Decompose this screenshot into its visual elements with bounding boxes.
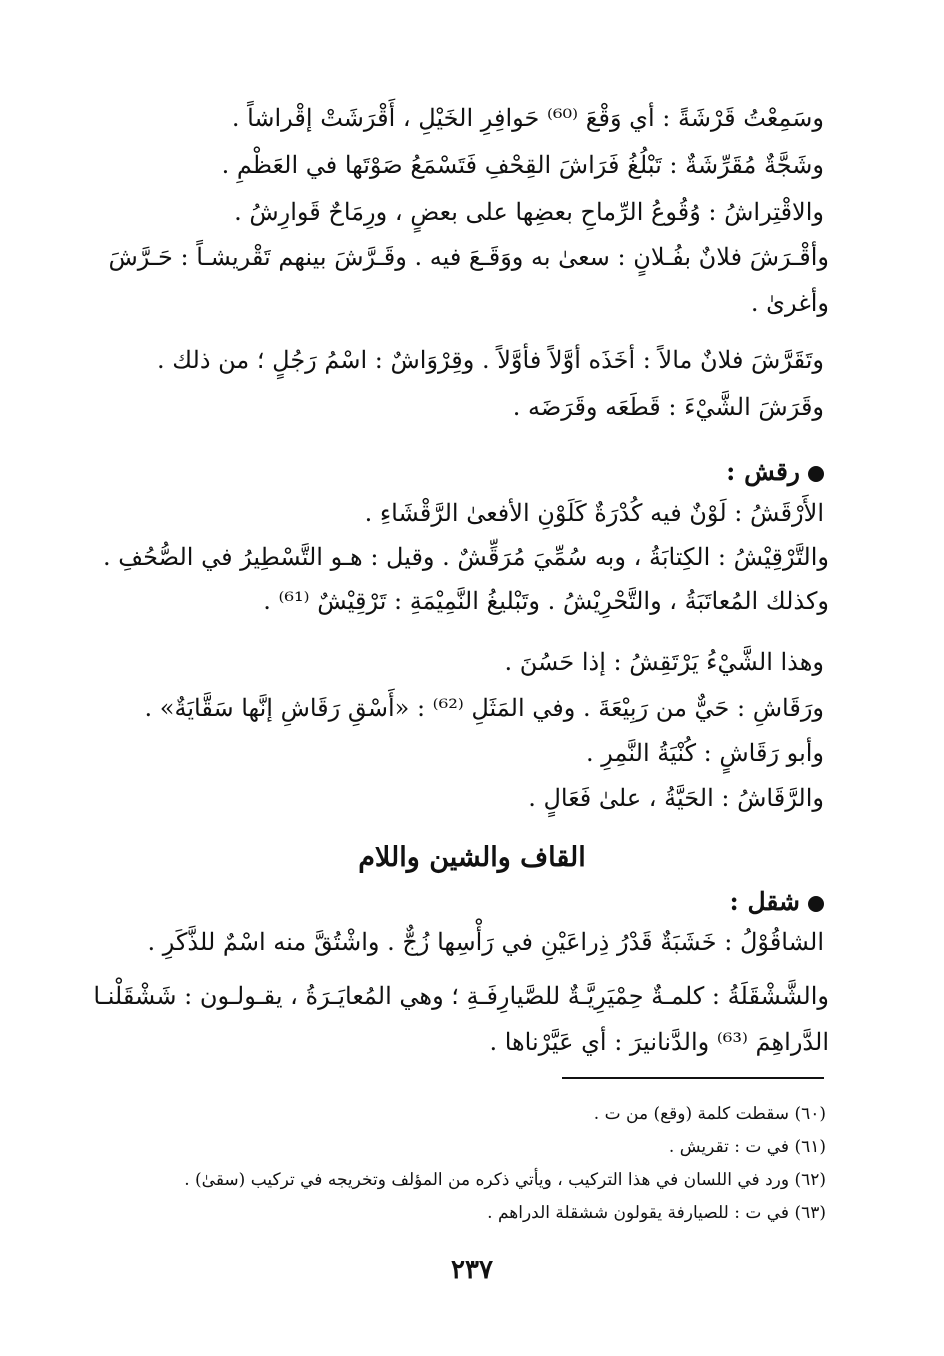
text-line: ورَقَاشِ : حَيٌّ من رَبِيْعَةَ . وفي المَثَلِ ⁽⁶²⁾ : «أَسْقِ رَقَاشِ إنَّها سَقَّايَةٌ» . [144,694,824,722]
footnote: (٦١) في ت : تقريش . [668,1137,826,1157]
text-line: وكذلك المُعاتَبَةُ ، والتَّحْرِيْشُ . وتَبْليغُ النَّمِيْمَةِ : تَرْقِيْشٌ ⁽⁶¹⁾ . [263,587,829,615]
entry-heading-raqsh [726,452,824,492]
text-line: والاقْتِراشُ : وُقُوعُ الرِّماحِ بعضِها على بعضٍ ، ورِمَاحٌ قَوارِشُ . [234,198,824,226]
text-line: وأغرىٰ . [750,289,829,317]
entry-heading-label: رقش : [726,457,800,486]
text-line: الأَرْقَشُ : لَوْنٌ فيه كُدْرَةٌ كَلَوْنِ الأفعىٰ الرَّقْشَاءِ . [364,499,824,527]
section-title: القاف والشين واللام [358,842,586,873]
footnote-separator [562,1077,824,1079]
footnote: (٦٠) سقطت كلمة (وقع) من ت . [593,1104,826,1124]
text-line: الشاقُوْلُ : خَشَبَةٌ قَدْرُ ذِراعَيْنِ في رَأْسِها زُجٌّ . واشْتُقَّ منه اسْمٌ للذَّكَرِ . [147,928,824,956]
footnote: (٦٣) في ت : للصيارفة يقولون ششقلة الدراهم . [487,1203,826,1223]
page-number: ٢٣٧ [451,1255,493,1285]
bullet-icon [808,896,824,912]
entry-heading-shaql [730,882,824,922]
text-line: والشَّشْقَلَةُ : كلمـةٌ حِمْيَرِيَّـةٌ للصَّيارِفَـةِ ؛ وهي المُعايَـرَةُ ، يقـولـون : شَشْقَلْنـا [93,982,829,1010]
text-line: والتَّرْقِيْشُ : الكِتابَةُ ، وبه سُمِّيَ مُرَقِّشٌ . وقيل : هـو التَّسْطِيرُ في الصُّحُفِ . [103,543,829,571]
footnote: (٦٢) ورد في اللسان في هذا التركيب ، ويأتي ذكره من المؤلف وتخريجه في تركيب (سقىٰ) . [184,1170,826,1190]
text-line: والرَّقَاشُ : الحَيَّةُ ، علىٰ فَعَالٍ . [528,784,824,812]
text-line: وتَقَرَّشَ فلانٌ مالاً : أخَذَه أوَّلاً فأوَّلاً . وقِرْوَاشٌ : اسْمُ رَجُلٍ ؛ من ذلك . [157,346,824,374]
entry-heading-label: شقل : [729,887,800,916]
text-line: وأقْـرَشَ فلانٌ بفُـلانٍ : سعىٰ به ووَقَـعَ فيه . وقَـرَّشَ بينهم تَقْريشـاً : حَـرَّشَ [108,243,829,271]
text-line: وهذا الشَّيْءُ يَرْتَقِشُ : إذا حَسُنَ . [504,648,824,676]
text-line: الدَّراهِمَ ⁽⁶³⁾ والدَّنانيرَ : أي عَيَّرْناها . [489,1028,829,1056]
bullet-icon [808,466,824,482]
text-line: وشَجَّةٌ مُقَرِّشَةٌ : تَبْلُغُ فَرَاشَ القِحْفِ فَتَسْمَعُ صَوْتَها في العَظْمِ . [221,151,824,179]
text-line: وقَرَشَ الشَّيْءَ : قَطَعَه وقَرَضَه . [512,393,824,421]
text-line: وسَمِعْتُ قَرْشَةً : أي وَقْعَ ⁽⁶⁰⁾ حَوافِرِ الخَيْلِ ، أَقْرَشَتْ إقْراشاً . [231,104,824,132]
text-line: وأبو رَقَاشٍ : كُنْيَةُ النَّمِرِ . [586,739,824,767]
